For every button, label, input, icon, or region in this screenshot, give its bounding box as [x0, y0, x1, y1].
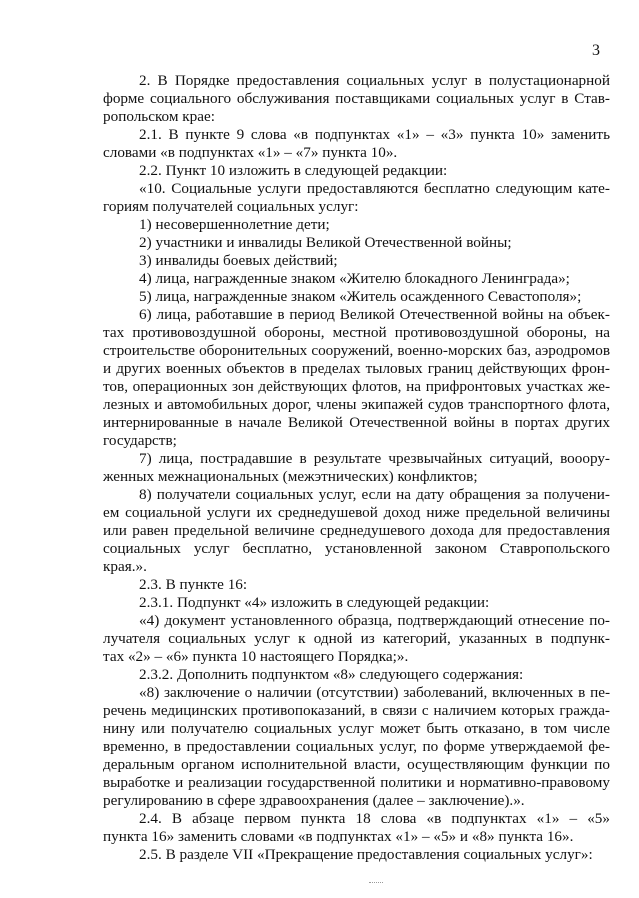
text-line: деральным органом исполнительной власти, осуществляющим функции по [103, 756, 610, 773]
text-line: 8) получатели социальных услуг, если на дату обращения за получени- [139, 486, 610, 503]
text-line: 2) участники и инвалиды Великой Отечественной войны; [139, 234, 512, 251]
text-line: тов, операционных зон действующих флотов, на прифронтовых участках же- [103, 378, 610, 395]
text-line: 2.2. Пункт 10 изложить в следующей редакции: [139, 162, 448, 179]
text-line: «4) документ установленного образца, подтверждающий отнесение по- [139, 612, 610, 629]
text-line: тах противовоздушной обороны, местной противовоздушной обороны, на [103, 324, 610, 341]
text-line: «10. Социальные услуги предоставляются бесплатно следующим кате- [139, 180, 610, 197]
text-line: 2.4. В абзаце первом пункта 18 слова «в подпунктах «1» – «5» [139, 810, 610, 827]
text-line: пункта 16» заменить словами «в подпунктах «1» – «5» и «8» пункта 16». [103, 828, 574, 845]
text-line: 7) лица, пострадавшие в результате чрезвычайных ситуаций, вооору- [139, 450, 610, 467]
text-line: 2.1. В пункте 9 слова «в подпунктах «1» – «3» пункта 10» заменить [139, 126, 610, 143]
text-line: выработке и реализации государственной политики и нормативно-правовому [103, 774, 610, 791]
scan-artifact [369, 882, 383, 885]
text-line: 2.3.2. Дополнить подпунктом «8» следующего содержания: [139, 666, 524, 683]
text-line: женных межнациональных (межэтнических) конфликтов; [103, 468, 478, 485]
text-line: и других военных объектов в пределах тыловых границ действующих фрон- [103, 360, 610, 377]
text-line: края.». [103, 558, 147, 575]
text-line: ропольском крае: [103, 108, 215, 125]
text-line: 4) лица, награжденные знаком «Жителю блокадного Ленинграда»; [139, 270, 570, 287]
text-line: регулированию в сфере здравоохранения (далее – заключение).». [103, 792, 525, 809]
text-line: интернированные в начале Великой Отечественной войны в портах других [103, 414, 610, 431]
text-line: тах «2» – «6» пункта 10 настоящего Порядка;». [103, 648, 409, 665]
text-line: временно, в предоставлении социальных услуг, по форме утверждаемой фе- [103, 738, 610, 755]
text-line: государств; [103, 432, 177, 449]
text-line: 6) лица, работавшие в период Великой Отечественной войны на объек- [139, 306, 610, 323]
text-line: 2.5. В разделе VII «Прекращение предоставления социальных услуг»: [139, 846, 593, 863]
text-line: лучателя социальных услуг к одной из категорий, указанных в подпунк- [103, 630, 610, 647]
page-number: 3 [592, 42, 600, 59]
text-line: речень медицинских противопоказаний, в связи с наличием которых гражда- [103, 702, 610, 719]
text-line: лезных и автомобильных дорог, члены экипажей судов транспортного флота, [103, 396, 610, 413]
document-body [103, 72, 610, 864]
text-line: словами «в подпунктах «1» – «7» пункта 10». [103, 144, 398, 161]
text-line: 1) несовершеннолетние дети; [139, 216, 330, 233]
text-line: 2.3.1. Подпункт «4» изложить в следующей редакции: [139, 594, 490, 611]
text-line: форме социального обслуживания поставщиками социальных услуг в Став- [103, 90, 610, 107]
text-line: «8) заключение о наличии (отсутствии) заболеваний, включенных в пе- [139, 684, 610, 701]
text-line: 2.3. В пункте 16: [139, 576, 248, 593]
text-line: строительстве оборонительных сооружений, военно-морских баз, аэродромов [103, 342, 610, 359]
text-line: гориям получателей социальных услуг: [103, 198, 359, 215]
text-line: нину или получателю социальных услуг может быть отказано, в том числе [103, 720, 610, 737]
text-line: социальных услуг бесплатно, установленной законом Ставропольского [103, 540, 610, 557]
text-line: 3) инвалиды боевых действий; [139, 252, 338, 269]
text-line: 5) лица, награжденные знаком «Житель осажденного Севастополя»; [139, 288, 582, 305]
text-line: ем социальной услуги их среднедушевой доход ниже предельной величины [103, 504, 610, 521]
text-line: 2. В Порядке предоставления социальных услуг в полустационарной [139, 72, 610, 89]
text-line: или равен предельной величине среднедушевого дохода для предоставления [103, 522, 610, 539]
